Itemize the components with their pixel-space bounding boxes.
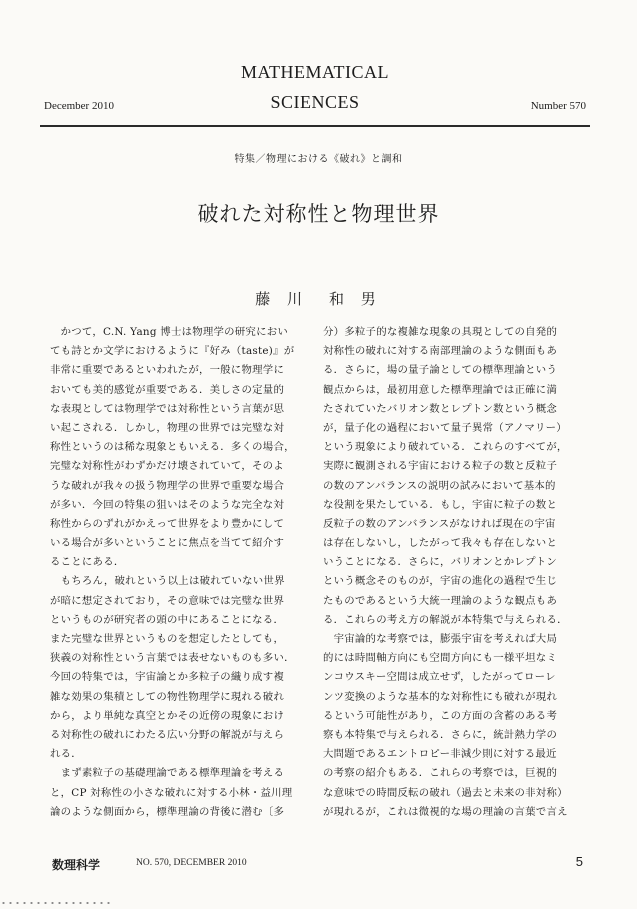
body-text-line: の数のアンバランスの説明の試みにおいて基本的 xyxy=(323,479,556,492)
body-text-line: ることにある． xyxy=(50,556,125,569)
body-text-line: 称性からのずれがかえって世界をより豊かにして xyxy=(50,517,285,530)
body-text-line: 狭義の対称性という言葉では表せないものも多い． xyxy=(50,652,295,665)
body-text-line: は存在しないし，したがって我々も存在しないと xyxy=(323,537,558,550)
body-text-line: かつて，C.N. Yang 博士は物理学の研究におい xyxy=(50,326,288,338)
body-text-line: る対称性の破れにわたる広い分野の解説が与えら xyxy=(50,728,285,741)
header-rule xyxy=(40,125,590,127)
body-text-line: という概念そのものが，宇宙の進化の過程で生じ xyxy=(323,575,558,588)
body-column-right xyxy=(323,323,585,822)
body-text-line: 大問題であるエントロピー非減少則に対する最近 xyxy=(323,748,557,761)
body-text-line: る．さらに，場の量子論としての標準理論という xyxy=(323,364,558,377)
body-text-line: な意味での時間反転の破れ（過去と未来の非対称） xyxy=(323,786,568,799)
body-text-line: 称性というのは稀な現象ともいえる．多くの場合， xyxy=(50,441,295,454)
body-text-line: から，より単純な真空とかその近傍の現象におけ xyxy=(50,709,285,722)
body-text-line: が，量子化の過程において量子異常（アノマリー） xyxy=(323,421,567,434)
body-text-line: 反粒子の数のアンバランスがなければ現在の宇宙 xyxy=(323,517,556,530)
page-number: 5 xyxy=(575,854,583,869)
body-text-line: るという可能性があり，この方面の含蓄のある考 xyxy=(323,709,558,722)
special-feature-label: 特集／物理における《破れ》と調和 xyxy=(234,154,403,165)
body-text-line: が多い．今回の特集の狙いはそのような完全な対 xyxy=(50,498,285,511)
body-text-line: 実際に観測される宇宙における粒子の数と反粒子 xyxy=(323,460,558,473)
body-text-line: というものが研究者の頭の中にあることになる． xyxy=(50,613,285,626)
body-text-line: たものであるという大統一理論のような観点もあ xyxy=(323,594,558,607)
article-author: 藤 川 和 男 xyxy=(255,290,382,308)
issue-number: Number 570 xyxy=(530,100,586,112)
body-text-line: と，CP 対称性の小さな破れに対する小林・益川理 xyxy=(50,786,293,799)
body-text-line: うな破れが我々の扱う物理学の世界で重要な場合 xyxy=(50,479,285,492)
scan-edge-dots xyxy=(0,901,110,905)
body-text-line: 論のような側面から，標準理論の背後に潜む〔多 xyxy=(50,805,285,818)
body-text-line: ンコウスキー空間は成立せず，したがってローレ xyxy=(323,671,556,684)
body-text-line: 雑な効果の集積としての物性物理学に現れる破れ xyxy=(50,690,285,703)
body-text-line: 今回の特集では，宇宙論とか多粒子の織り成す複 xyxy=(50,671,285,684)
body-text-line: ても詩とか文学におけるように『好み（taste)』が xyxy=(50,345,295,358)
body-text-line: 察も本特集で与えられる．さらに，統計熱力学の xyxy=(323,728,558,741)
body-text-line: れる． xyxy=(50,748,82,761)
issue-date: December 2010 xyxy=(44,100,114,112)
body-text-line: の考察の紹介もある．これらの考察では，巨視的 xyxy=(323,767,558,780)
body-text-line: い起こされる．しかし，物理の世界では完璧な対 xyxy=(50,421,285,434)
body-text-line: おいても美的感覚が重要である．美しさの定量的 xyxy=(50,383,285,396)
body-text-line: ンツ変換のような基本的な対称性にも破れが現れ xyxy=(323,690,558,703)
body-text-line: 観点からは，最初用意した標準理論では正確に満 xyxy=(323,383,558,396)
journal-title-line2: SCIENCES xyxy=(270,92,360,112)
body-text-line: 非常に重要であるといわれたが，一般に物理学に xyxy=(50,364,285,377)
body-column-left xyxy=(50,323,312,822)
footer-journal-name: 数理科学 xyxy=(52,858,101,872)
body-text-line: たされていたバリオン数とレプトン数という概念 xyxy=(323,402,557,415)
body-text-line: 対称性の破れに対する南部理論のような側面もあ xyxy=(323,345,558,358)
article-title: 破れた対称性と物理世界 xyxy=(197,202,440,226)
body-text-line: という現象により破れている．これらのすべてが， xyxy=(323,441,568,454)
body-text-line: 的には時間軸方向にも空間方向にも一様平坦なミ xyxy=(323,652,558,665)
body-text-line: 宇宙論的な考察では，膨張宇宙を考えれば大局 xyxy=(323,633,558,645)
body-text-line: が現れるが，これは微視的な場の理論の言葉で言え xyxy=(323,805,568,818)
footer-issue: NO. 570, DECEMBER 2010 xyxy=(136,858,247,868)
body-text-line: いる場合が多いということに焦点を当てて紹介す xyxy=(50,537,285,550)
body-text-line: まず素粒子の基礎理論である標準理論を考える xyxy=(50,767,285,780)
body-text-line: 完璧な対称性がわずかだけ壊されていて，そのよ xyxy=(50,460,284,473)
body-text-line: もちろん，破れという以上は破れていない世界 xyxy=(50,575,285,588)
journal-title-line1: MATHEMATICAL xyxy=(241,62,389,82)
masthead xyxy=(42,58,588,128)
body-text-line: な役割を果たしている．もし，宇宙に粒子の数と xyxy=(323,498,558,511)
body-text-line: いうことになる．さらに，バリオンとかレプトン xyxy=(323,556,557,569)
body-text-line: な表現としては物理学では対称性という言葉が思 xyxy=(50,402,285,415)
body-text-line: る．これらの考え方の解説が本特集で与えられる． xyxy=(323,613,568,626)
body-text-line: また完璧な世界というものを想定したとしても， xyxy=(50,633,285,645)
body-text-line: 分）多粒子的な複雑な現象の具現としての自発的 xyxy=(323,326,558,338)
body-text-line: が暗に想定されており，その意味では完璧な世界 xyxy=(50,594,285,607)
